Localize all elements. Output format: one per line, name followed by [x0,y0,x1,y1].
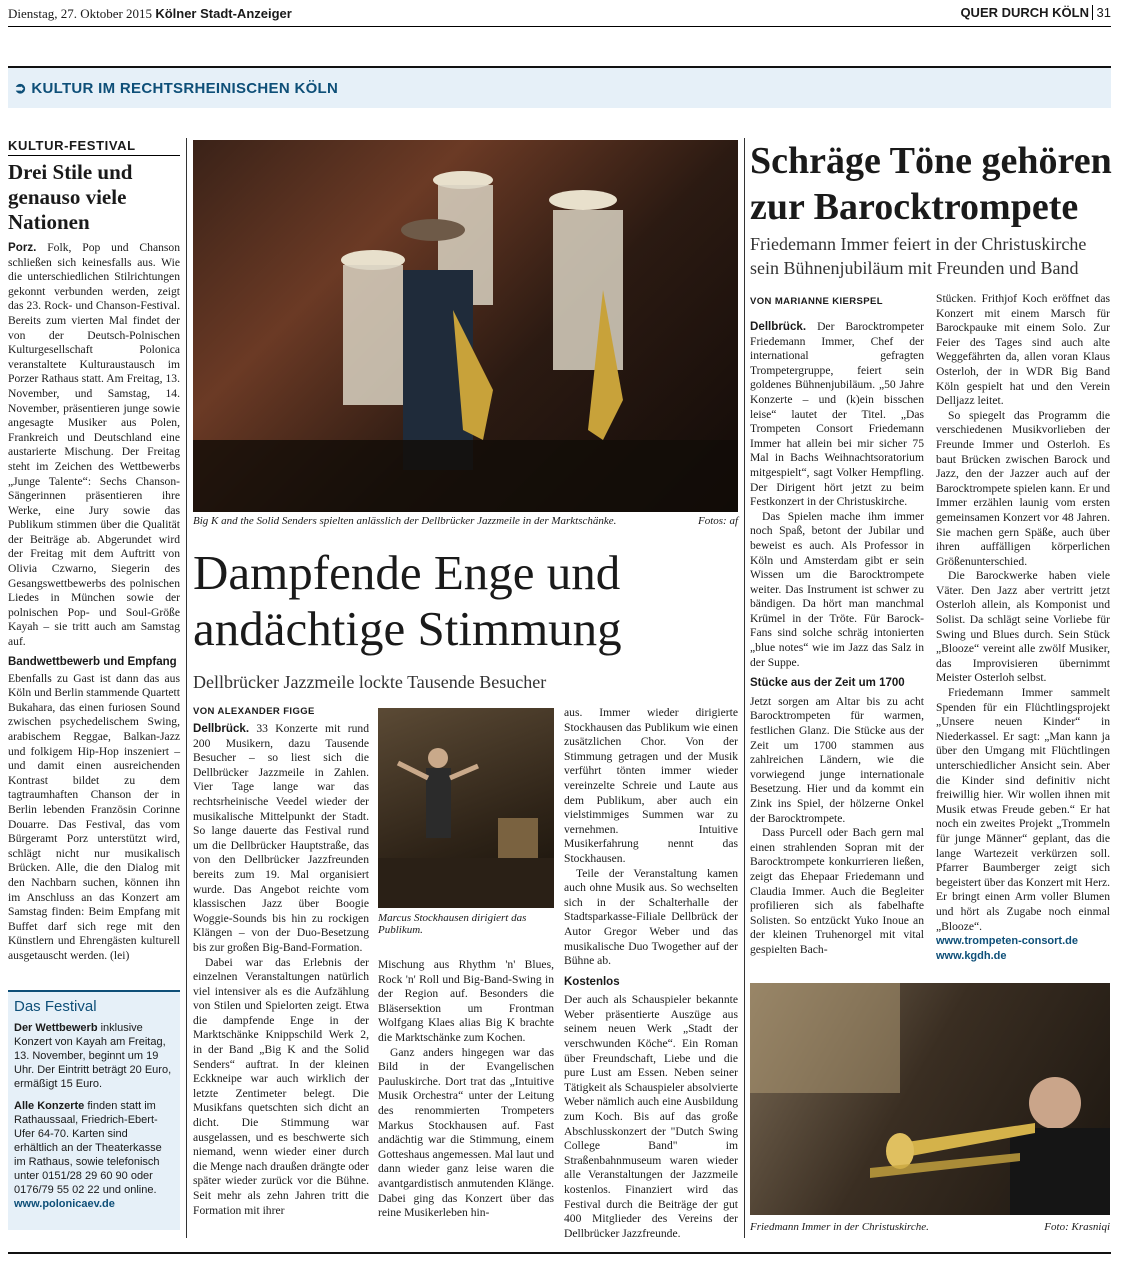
main-deck: Dellbrücker Jazzmeile lockte Tausende Besucher [193,672,547,692]
byline: VON ALEXANDER FIGGE [193,706,315,717]
right-byline: VON MARIANNE KIERSPEL [750,296,883,307]
left-subhead: Bandwettbewerb und Empfang [8,655,177,668]
section-label: QUER DURCH KÖLN [960,5,1089,20]
page-number: 31 [1092,5,1111,20]
banner-label: ➲ KULTUR IM RECHTSRHEINISCHEN KÖLN [14,80,339,97]
kgdh-link[interactable]: www.kgdh.de [936,949,1007,962]
left-headline: Drei Stile und genauso viele Nationen [8,160,133,234]
info-box [8,990,180,1230]
consort-link[interactable]: www.trompeten-consort.de [936,935,1078,948]
right-column-1: Dellbrück. Der Barocktrompeter Friedemann Immer, Chef der international gefragten Trompetergruppe, feiert sein goldenes Bühnenjubiläum. „50 Jahre Konzerte – und (k)ein bisschen leise“ lautet der Titel. „Das Trompeten Consort Friedemann Immer hat allein bei mir sicher 75 Mal in Bachs Weihnachtsoratorium mitgespielt“, sagt Volker Hempfling. Der Dirigent hört jetzt zu beim Festkonzert in der Christuskirche. Das Spielen mache ihm immer noch Spaß, betont der Jubilar und beweist es auch. Als Professor in Köln und Amsterdam gibt er sein Wissen um die Barocktrompete weiter. Das Instrument ist schwer zu bändigen. Da hört man manchmal Krümel in der Tröte. Für Barock-Fans sind solche schräg intonierten „blue notes“ wie im Jazz das Salz in der Suppe. Stücke aus der Zeit um 1700 Jetzt sorgen am Altar bis zu acht Barocktrompeten für warmen, festlichen Glanz. Die Stücke aus der Zeit um 1700 stammen aus zahlreichen Ländern, wie die vorwiegend junge internationale Besetzung. Hier und da kommt ein Zink ins Spiel, der hölzerne Onkel der Barocktrompete. Dass Purcell oder Bach gern mal einen strahlenden Sopran mit der Barocktrompete konkurrieren ließen, zeigt das Ehepaar Friedemann und Claudia Immer. Auch die Begleiter profilieren sich als fabelhafte Solisten. So entzückt Yuko Inoue an der kleinen Truhenorgel mit vital gespielten Bach- [750,320,924,956]
band-photo [193,140,738,512]
info-box-p2: Alle Konzerte finden statt im Rathaussaal, Friedrich-Ebert-Ufer 64-70. Karten sind erhältlich an der Theaterkasse im Rathaus, sowie telefonisch unter 0151/28 29 60 90 oder 0176/79 55 02 22 und online. www.polonicaev.de [14,1100,162,1210]
conductor-photo [378,708,554,908]
left-paragraph: Porz. Folk, Pop und Chanson schließen sich keinesfalls aus. Wie die unterschiedlichen Stilrichtungen gekonnt verbunden werden, zeigt das 23. Rock- und Chanson-Festival. Bereits zum vierten Mal findet der von der Deutsch-Polnischen Kulturgesellschaft Polonica veranstaltete Kulturaustausch im Porzer Rathaus statt. Am Freitag, 13. November, und Samstag, 14. November, präsentieren junge sowie angesagte Musiker aus Polen, Frankreich und Deutschland eine austarierte Mischung. Der Freitag steht im Zeichen des Wettbewerbs „Junge Talente“: Sechs Chanson-Sängerinnen präsentieren ihre Werke, eine Jury sowie das Publikum stimmen über die Qualität der Beiträge ab. Abgerundet wird der Freitag mit dem Auftritt von Olivia Czwarno, Siegerin des Gesangswettbewerbs des polnischen Liedes in München sowie der polnischen Pop- und Soul-Größe Kayah – sie tritt auch am Samstag auf. [8,241,180,649]
conductor-caption: Marcus Stockhausen dirigiert das Publikum. [378,912,527,936]
top-rule [8,26,1111,27]
band-illustration [193,140,738,512]
left-article [8,138,180,964]
main-headline: Dampfende Enge und andächtige Stimmung [193,545,622,656]
mid-column-2: Mischung aus Rhythm 'n' Blues, Rock 'n' Roll und Big-Band-Swing in der Region auf. Besonders die Bläsersektion um Frontman Wolfgang Klaes alias Big K brachte die Marktschänke zum Kochen. Ganz anders hingegen war das Bild in der Evangelischen Pauluskirche. Dort trat das „Intuitive Musik Orchestra“ unter der Leitung des renommierten Trompeters Markus Stockhausen auf. Fast andächtig war die Stimmung, einem Gotteshaus angemessen. Mal laut und dann wieder ganz leise waren die avantgardistisch anmutenden Klänge. Dabei ging das Konzert über das reine Musikerleben hin- [378,958,554,1220]
right-deck: Friedemann Immer feiert in der Christuskirche sein Bühnenjubiläum mit Freunden und Band [750,234,1087,278]
info-box-title: Das Festival [14,998,97,1015]
mid-column-1: Dellbrück. 33 Konzerte mit rund 200 Musikern, dazu Tausende Besucher – so liest sich die Dellbrücker Jazzmeile in Zahlen. Vier Tage lange war das rechtsrheinische Veedel wieder der musikalische Mittelpunkt der Stadt. So lange dauerte das Festival rund um die Dellbrücker Hauptstraße, das von den Dellbrücker Jazzfreunden bereits zum 19. Mal organisiert wurde. Das Angebot reichte vom klassischen Jazz über Boogie Woggie-Sounds bis hin zu rockigen Klängen – von der Duo-Besetzung bis zur großen Big-Band-Formation. Dabei war das Erlebnis der einzelnen Veranstaltungen natürlich viel intensiver als es die Aufzählung von Stilen und Spielorten zeigt. Etwa die dampfende Enge in der Marktschänke Knippschild Werk 2, in der Band „Big K and the Solid Senders“ auftrat. In der kleinen Eckkneipe war auch wirklich der letzte Zentimeter belegt. Die Musikfans quetschten sich dicht an dicht. Die Stimmung war ausgelassen, und es beschwerte sich niemand, wenn wieder einer durch die Menge nach draußen drängte oder später wieder zurück vor die Bühne. Seit mehr als zehn Jahren tritt die Formation mit ihrer [193,722,369,1217]
header-date: Dienstag, 27. Oktober 2015 Kölner Stadt-Anzeiger [8,6,292,21]
column-divider [186,138,187,1238]
left-paragraph-2: Ebenfalls zu Gast ist dann das aus Köln und Berlin stammende Quartett Bukahara, das einen furiosen Sound zwischen psychedelischem Swing, arabischem Reggae, Balkan-Jazz und folkigem Hip-Hop inszeniert – und damit einen ausreichenden Kontrast bildet zu dem tagtraumhaften Chanson der in Berlin lebenden Französin Corinne Douarre. Das Festival, das vom Bürgeramt Porz unterstützt wird, schlägt nicht nur musikalisch Brücken. Alle, die den Dialog mit den Nachbarn suchen, können ihn im Anschluss an das Konzert am Samstag finden: Beim Empfang mit Buffet darf sich rege mit den Künstlern und Ehrengästen kulturell ausgetauscht werden. (lei) [8,671,180,962]
bottom-rule [8,1252,1111,1254]
trumpet-photo [750,983,1110,1215]
kicker: KULTUR-FESTIVAL [8,138,180,156]
column-divider [744,138,745,1238]
polonica-link[interactable]: www.polonicaev.de [14,1198,115,1210]
right-column-2: Stücken. Frithjof Koch eröffnet das Konzert mit einem Marsch für Barockpauke mit einem Solo. Zur Feier des Tages sind auch alte Weggefährten da, allen voran Klaus Osterloh, der in WDR Big Band Köln gespielt hat und den Verein Delljazz leitet. So spiegelt das Programm die verschiedenen Musikvorlieben der Freunde Immer und Osterloh. Es baut Brücken zwischen Barock und Jazz, den der Jazzer auch auf der Barocktrompete spielen kann. Er und Immer erzählen launig vom ersten gemeinsamen Konzert vor 48 Jahren. Sie machen gern Späße, auch über ihren auffälligen körperlichen Größenunterschied. Die Barockwerke haben viele Väter. Den Jazz aber vertritt jetzt Osterloh allein, als Komponist und Solist. Da schlägt seine Vorliebe für Swing und Blues durch. Sein Stück „Blooze“ vereint alle zwölf Musiker, das Improvisieren übernimmt Meister Osterloh selbst. Friedemann Immer sammelt Spenden für ein Flüchtlingsprojekt „Unsere neuen Kinder“ in Niederkassel. Er sagt: „Man kann ja über den Umgang mit Flüchtlingen unterschiedlicher Ansicht sein. Aber die Kinder sind definitiv nicht freiwillig hier. Wir wollen ihnen mit Musik etwas Freude geben.“ Er hat noch ein zweites Projekt „Trommeln für junge Männer“ geplant, das die lange Wartezeit verkürzen soll. Pfarrer Baumberger zeigt sich begeistert über das Konzert mit Herz. Er bringt einen Arm voller Blumen und hört als Zugabe noch einmal „Blooze“. www.trompeten-consort.de www.kgdh.de [936,292,1110,962]
mid-column-3: aus. Immer wieder dirigierte Stockhausen das Publikum wie einen zusätzlichen Chor. Von der Stimmung getragen und der Musik verführt tönten immer wieder vereinzelte Schreie und Laute aus dem Publikum, aber auch ein vielstimmiges Summen war zu vernehmen. Intuitive Musikerfahrung nennt das Stockhausen. Teile der Veranstaltung kamen auch ohne Musik aus. So wechselten sich in der Schalterhalle der Stadtsparkasse-Filiale Dellbrück der Autor Gregor Weber und das musikalische Duo Twogether auf der Bühne ab. Kostenlos Der auch als Schauspieler bekannte Weber präsentierte Auszüge aus seinem neuen Werk „Stadt der verschwunden Köche“. Ein Roman über Freundschaft, Liebe und die pure Lust am Essen. Neben seiner Tätigkeit als Schauspieler absolvierte Weber nämlich auch eine Ausbildung zum Koch. Bis auf das große Abschlusskonzert der "Dutch Swing College Band" im Straßenbahnmuseum waren wieder alle Veranstaltungen der Jazzmeile kostenlos. Finanziert wird das Festival durch die Beiträge der gut 400 Mitglieder des Vereins der Dellbrücker Jazzfreunde. [564,706,738,1240]
info-box-p1: Der Wettbewerb inklusive Konzert von Kayah am Freitag, 13. November, beginnt um 19 Uhr. Der Eintritt beträgt 20 Euro, ermäßigt 15 Euro. [14,1022,172,1090]
paper-name: Kölner Stadt-Anzeiger [155,6,292,21]
trumpet-caption: Friedmann Immer in der Christuskirche. Foto: Krasniqi [750,1221,1110,1233]
band-photo-caption: Big K and the Solid Senders spielten anlässlich der Dellbrücker Jazzmeile in der Marktschänke. Fotos: af [193,515,738,527]
right-headline: Schräge Töne gehören zur Barocktrompete [750,140,1112,228]
section-banner [8,66,1111,108]
